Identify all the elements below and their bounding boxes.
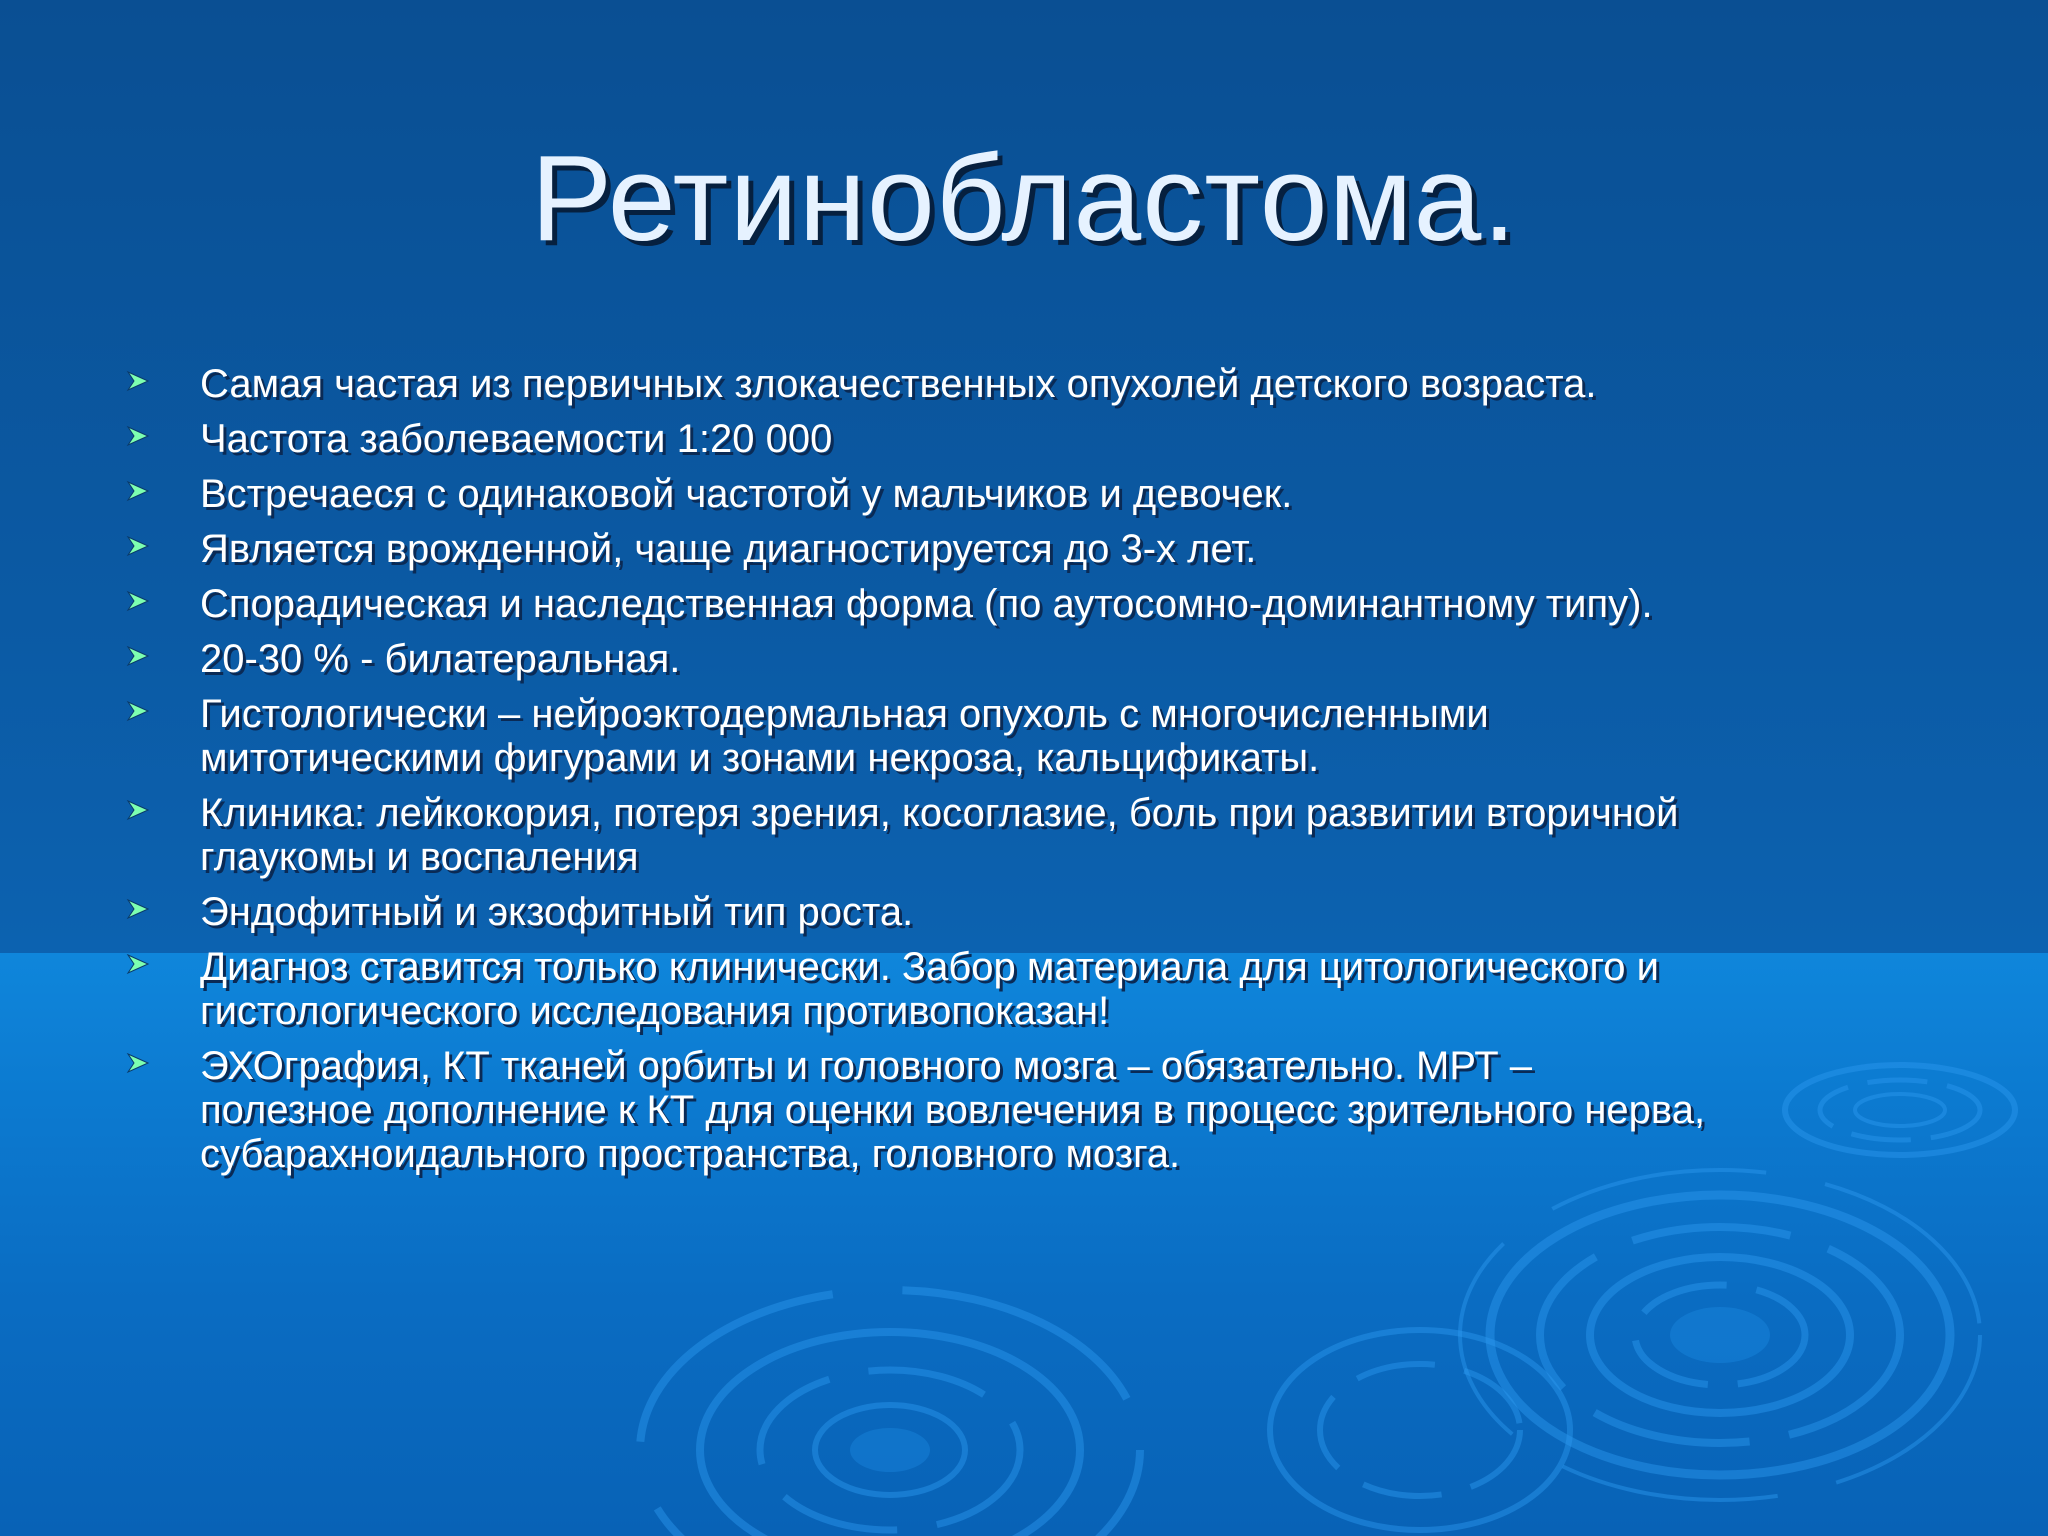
arrow-bullet-icon	[120, 362, 200, 406]
bullet-text: Клиника: лейкокория, потеря зрения, косоглазие, боль при развитии вторичной глаукомы и воспаления	[200, 791, 1679, 879]
list-item	[120, 417, 2000, 461]
bullet-text: Диагноз ставится только клинически. Забор материала для цитологического и гистологического исследования противопоказан!	[200, 945, 1659, 1033]
list-item	[120, 692, 2000, 780]
slide-title: Ретинобластома.	[530, 130, 1518, 266]
bullet-text: Гистологически – нейроэктодермальная опухоль с многочисленными митотическими фигурами и зонами некроза, кальцификаты.	[200, 692, 1489, 780]
bullet-list	[120, 362, 2000, 1187]
bullet-text: Эндофитный и экзофитный тип роста.	[200, 890, 914, 934]
arrow-bullet-icon	[120, 692, 200, 736]
list-item	[120, 1044, 2000, 1176]
list-item	[120, 637, 2000, 681]
list-item	[120, 472, 2000, 516]
bullet-text: Частота заболеваемости 1:20 000	[200, 417, 833, 461]
bullet-text: Является врожденной, чаще диагностируется до 3-х лет.	[200, 527, 1257, 571]
list-item	[120, 890, 2000, 934]
list-item	[120, 582, 2000, 626]
arrow-bullet-icon	[120, 791, 200, 835]
arrow-bullet-icon	[120, 1044, 200, 1088]
arrow-bullet-icon	[120, 527, 200, 571]
arrow-bullet-icon	[120, 582, 200, 626]
list-item	[120, 527, 2000, 571]
arrow-bullet-icon	[120, 637, 200, 681]
bullet-text: Встречаеся с одинаковой частотой у мальчиков и девочек.	[200, 472, 1293, 516]
bullet-text: ЭХОграфия, КТ тканей орбиты и головного мозга – обязательно. МРТ – полезное дополнение к КТ для оценки вовлечения в процесс зрительного нерва, субарахноидального пространства, головного мозга.	[200, 1044, 1706, 1176]
bullet-text: 20-30 % - билатеральная.	[200, 637, 681, 681]
arrow-bullet-icon	[120, 890, 200, 934]
arrow-bullet-icon	[120, 417, 200, 461]
bullet-text: Спорадическая и наследственная форма (по аутосомно-доминантному типу).	[200, 582, 1653, 626]
arrow-bullet-icon	[120, 945, 200, 989]
bullet-text: Самая частая из первичных злокачественных опухолей детского возраста.	[200, 362, 1597, 406]
list-item	[120, 791, 2000, 879]
list-item	[120, 945, 2000, 1033]
list-item	[120, 362, 2000, 406]
arrow-bullet-icon	[120, 472, 200, 516]
